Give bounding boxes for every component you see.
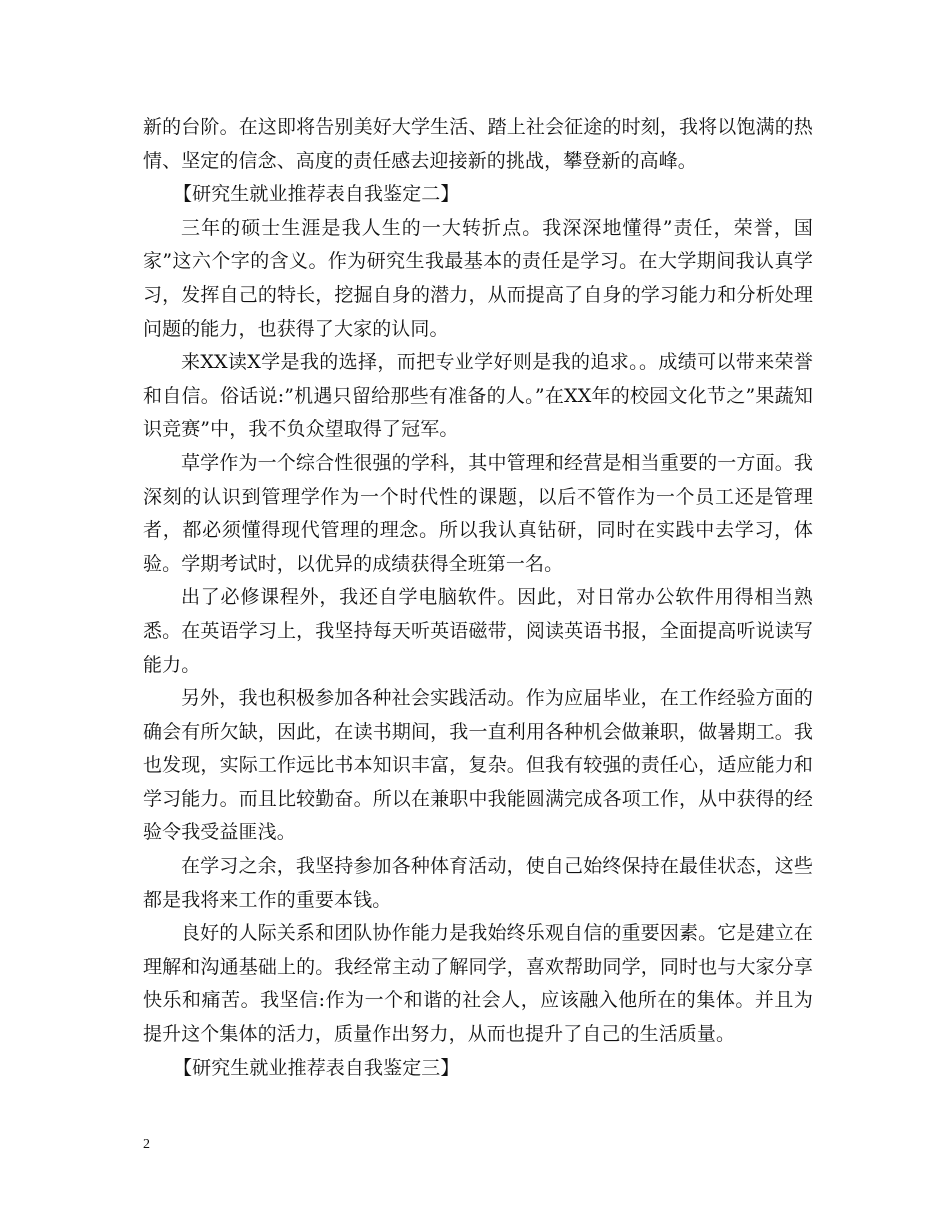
paragraph: 良好的人际关系和团队协作能力是我始终乐观自信的重要因素。它是建立在理解和沟通基础上的。我经常主动了解同学，喜欢帮助同学，同时也与大家分享快乐和痛苦。我坚信:作为一个和谐的社会人，应该融入他所在的集体。并且为提升这个集体的活力，质量作出努力，从而也提升了自己的生活质量。: [143, 922, 813, 1046]
section-heading-3: 【研究生就业推荐表自我鉴定三】: [173, 1056, 460, 1079]
section-heading-2: 【研究生就业推荐表自我鉴定二】: [173, 183, 460, 206]
document-body: [143, 111, 813, 1085]
paragraph: 三年的硕士生涯是我人生的一大转折点。我深深地懂得”责任，荣誉，国家”这六个字的含义。作为研究生我最基本的责任是学习。在大学期间我认真学习，发挥自己的特长，挖掘自身的潜力，从而提高了自身的学习能力和分析处理问题的能力，也获得了大家的认同。: [143, 216, 813, 340]
paragraph: 在学习之余，我坚持参加各种体育活动，使自己始终保持在最佳状态，这些都是我将来工作的重要本钱。: [143, 855, 813, 911]
paragraph: 出了必修课程外，我还自学电脑软件。因此，对日常办公软件用得相当熟悉。在英语学习上，我坚持每天听英语磁带，阅读英语书报，全面提高听说读写能力。: [143, 586, 813, 676]
paragraph: 另外，我也积极参加各种社会实践活动。作为应届毕业，在工作经验方面的确会有所欠缺，因此，在读书期间，我一直利用各种机会做兼职，做暑期工。我也发现，实际工作远比书本知识丰富，复杂。但我有较强的责任心，适应能力和学习能力。而且比较勤奋。所以在兼职中我能圆满完成各项工作，从中获得的经验令我受益匪浅。: [143, 687, 813, 844]
paragraph-continuation: 新的台阶。在这即将告别美好大学生活、踏上社会征途的时刻，我将以饱满的热情、坚定的信念、高度的责任感去迎接新的挑战，攀登新的高峰。: [143, 116, 813, 172]
page-number: 2: [143, 1137, 150, 1152]
paragraph: 来XX读X学是我的选择，而把专业学好则是我的追求。。成绩可以带来荣誉和自信。俗话说:”机遇只留给那些有准备的人。”在XX年的校园文化节之”果蔬知识竞赛”中，我不负众望取得了冠军。: [143, 351, 813, 441]
paragraph: 草学作为一个综合性很强的学科，其中管理和经营是相当重要的一方面。我深刻的认识到管理学作为一个时代性的课题，以后不管作为一个员工还是管理者，都必须懂得现代管理的理念。所以我认真钻研，同时在实践中去学习，体验。学期考试时，以优异的成绩获得全班第一名。: [143, 451, 813, 575]
